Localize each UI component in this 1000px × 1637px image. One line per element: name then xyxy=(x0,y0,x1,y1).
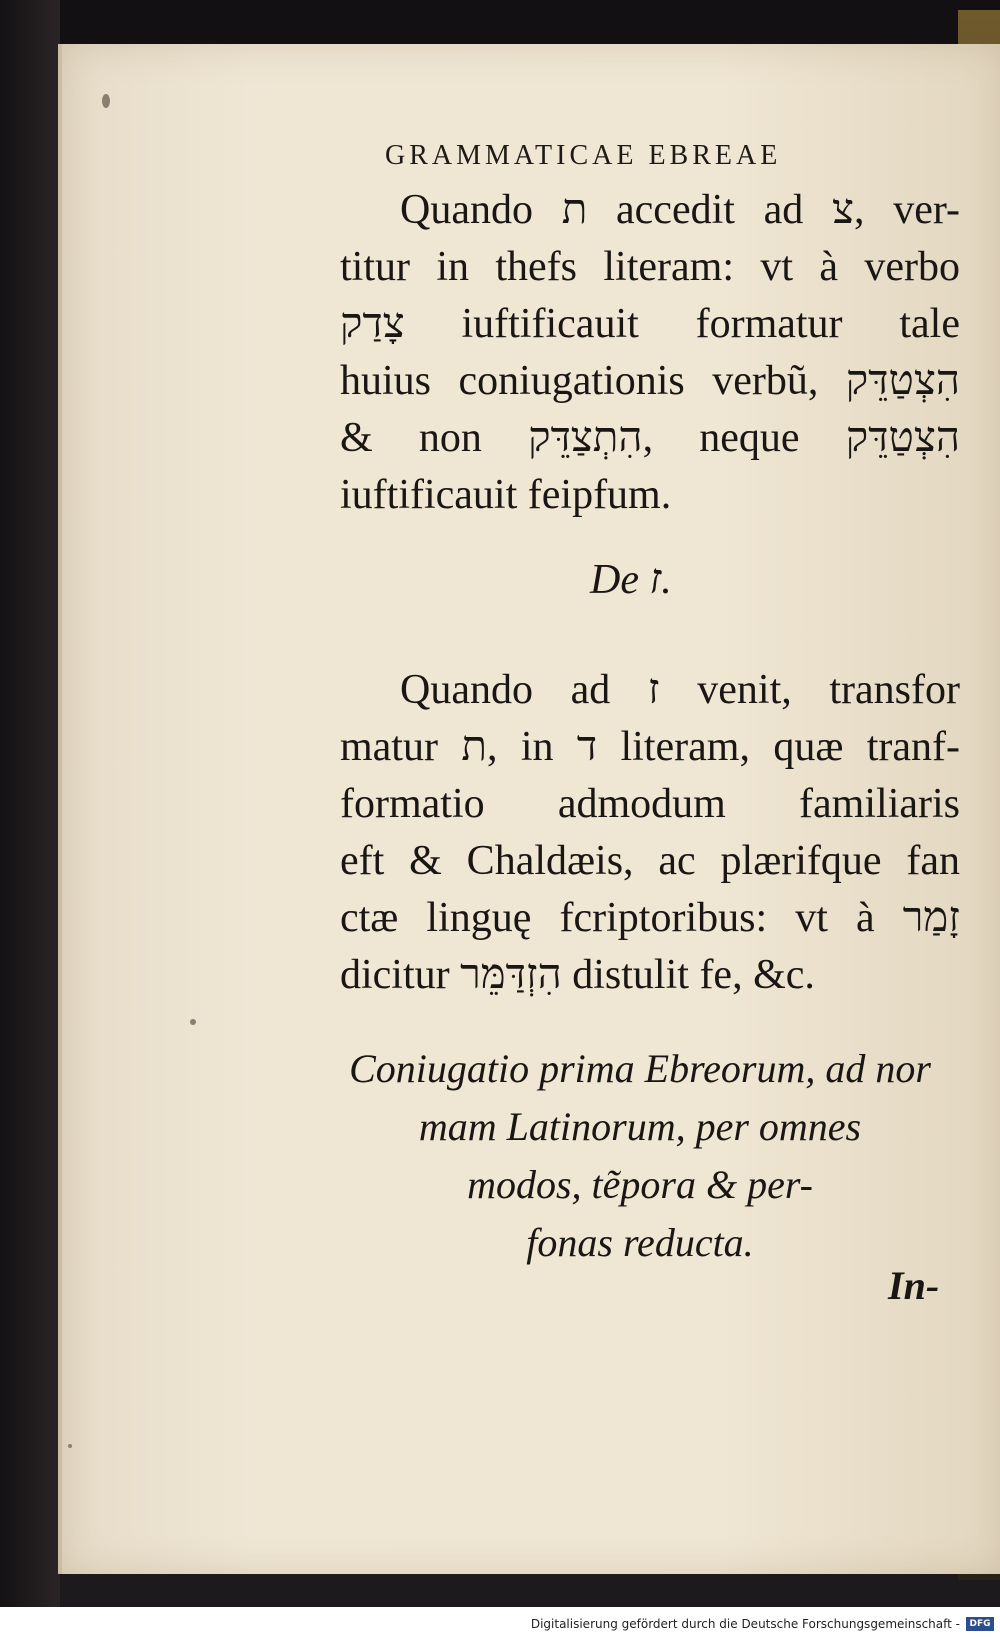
text-line: formatio admodum familiaris xyxy=(340,781,960,827)
page-speck xyxy=(68,1444,72,1448)
paragraph-hebrew-tsade xyxy=(340,182,960,524)
page-speck xyxy=(102,94,110,108)
scan-backdrop-top xyxy=(0,0,1000,45)
title-line: mam Latinorum, per omnes xyxy=(418,1104,862,1149)
title-line: Coniugatio prima Ebreorum, ad nor xyxy=(349,1046,931,1091)
section-heading: De ז. xyxy=(590,557,672,603)
digitization-footer xyxy=(0,1607,1000,1637)
paragraph-hebrew-zayin xyxy=(340,662,960,1004)
page-speck xyxy=(190,1019,196,1025)
text-line: titur in thefs literam: vt à verbo xyxy=(340,244,960,290)
text-line: iuftificauit feipfum. xyxy=(340,472,672,518)
running-head: GRAMMATICAE EBREAE xyxy=(385,140,782,171)
text-line: & non הִתְצַדֵּק, neque הִצְטַדֵּק xyxy=(340,415,960,461)
dfg-logo-icon: DFG xyxy=(966,1617,994,1631)
text-line: huius coniugationis verbũ, הִצְטַדֵּק xyxy=(340,358,960,404)
conjugation-title xyxy=(330,1040,950,1272)
text-line: matur ת, in ד literam, quæ tranf- xyxy=(340,724,961,770)
text-line: ctæ linguę fcriptoribus: vt à זָמַר xyxy=(340,895,960,941)
text-line: dicitur הִזְדַּמֵּר distulit fe, &c. xyxy=(340,952,815,998)
text-line: eft & Chaldæis, ac plærifque fan xyxy=(340,838,960,884)
catchword: In- xyxy=(888,1263,940,1308)
title-line: fonas reducta. xyxy=(526,1220,754,1265)
text-line: Quando ad ז venit, transfor xyxy=(400,667,960,713)
scan-backdrop-left xyxy=(0,0,60,1637)
text-line: Quando ת accedit ad צ, ver- xyxy=(400,187,960,233)
text-line: צָדַק iuftificauit formatur tale xyxy=(340,301,960,347)
title-line: modos, tẽpora & per- xyxy=(467,1162,813,1207)
footer-credit-text: Digitalisierung gefördert durch die Deutsche Forschungsgemeinschaft - xyxy=(530,1617,960,1631)
